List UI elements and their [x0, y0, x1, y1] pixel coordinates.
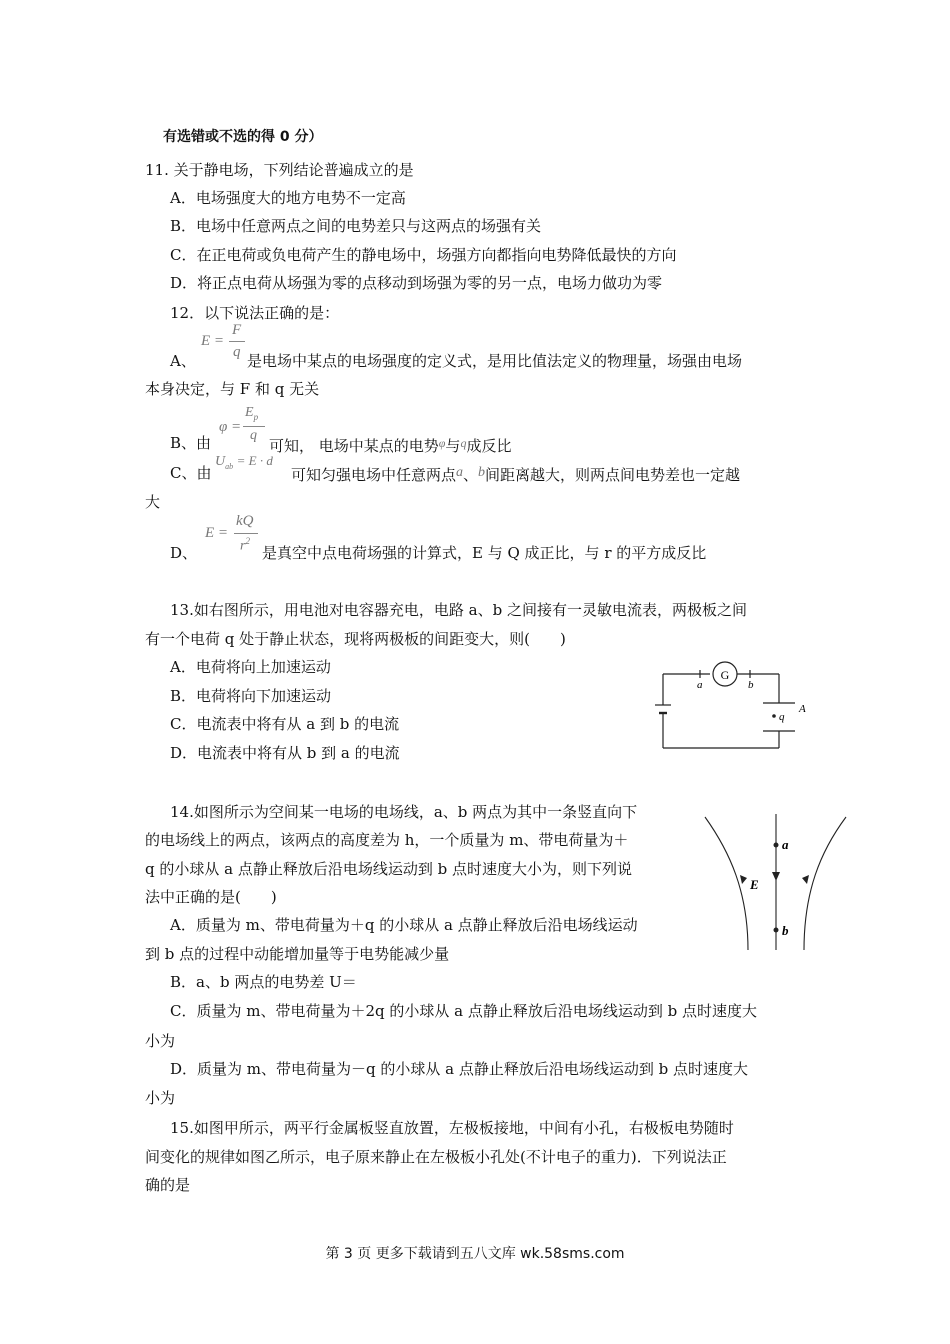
- q14-option-b: B．a、b 两点的电势差 U＝: [170, 973, 357, 991]
- q14-option-c-cont: 小为: [145, 1032, 176, 1050]
- q15-line-3: 确的是: [145, 1176, 191, 1194]
- q14-line-2: 的电场线上的两点，该两点的高度差为 h，一个质量为 m、带电荷量为＋: [145, 831, 629, 849]
- q11-option-d: D．将正点电荷从场强为零的点移动到场强为零的另一点，电场力做功为零: [170, 274, 663, 292]
- q14-option-c: C．质量为 m、带电荷量为＋2q 的小球从 a 点静止释放后沿电场线运动到 b 点时速度大: [170, 1002, 758, 1020]
- q12-c-text-cont: 大: [145, 493, 161, 511]
- electric-field-lines-diagram: [700, 812, 850, 952]
- arrow-down-icon: [740, 875, 747, 884]
- q12-a-formula-den: q: [233, 344, 241, 360]
- q12-b-formula-num-sub: p: [253, 411, 259, 422]
- q11-option-c: C．在正电荷或负电荷产生的静电场中，场强方向都指向电势降低最快的方向: [170, 246, 677, 264]
- q12-a-text-cont: 本身决定，与 F 和 q 无关: [145, 380, 320, 398]
- q12-c-sep: 、: [463, 466, 479, 484]
- q15-line-2: 间变化的规律如图乙所示，电子原来静止在左极板小孔处(不计电子的重力)．下列说法正: [145, 1148, 727, 1166]
- q12-b-phi: φ: [438, 436, 446, 450]
- point-b-label: b: [782, 923, 789, 938]
- q12-c-formula: [215, 453, 273, 471]
- q12-b-text: [269, 432, 511, 457]
- q12-c-formula-rest: = E · d: [236, 453, 273, 468]
- charge-q-label: q: [779, 711, 785, 723]
- q12-c-a: a: [456, 465, 464, 480]
- q14-option-a: A．质量为 m、带电荷量为＋q 的小球从 a 点静止释放后沿电场线运动: [170, 916, 638, 934]
- q14-option-a-cont: 到 b 点的过程中动能增加量等于电势能减少量: [145, 945, 450, 963]
- arrow-down-icon: [772, 872, 780, 881]
- q12-a-formula-left: E =: [201, 333, 225, 349]
- q12-d-formula-num: kQ: [236, 513, 254, 529]
- field-line-right: [804, 817, 846, 950]
- q12-b-text1: 可知， 电场中某点的电势: [269, 437, 439, 455]
- q12-a-formula-num: F: [232, 322, 242, 338]
- q12-c-text: [291, 462, 740, 486]
- q13-option-a: A．电荷将向上加速运动: [170, 658, 331, 676]
- q14-line-4: 法中正确的是( ): [145, 888, 277, 906]
- q15-line-1: 15.如图甲所示，两平行金属板竖直放置，左极板接地，中间有小孔，右极板电势随时: [170, 1119, 734, 1137]
- node-a-label: a: [697, 679, 703, 691]
- q12-c-formula-sub: ab: [225, 461, 234, 471]
- q14-option-d: D．质量为 m、带电荷量为－q 的小球从 a 点静止释放后沿电场线运动到 b 点时速度大: [170, 1060, 749, 1078]
- fraction-bar: [234, 533, 258, 534]
- q12-c-text1: 可知匀强电场中任意两点: [291, 466, 457, 484]
- page-footer: 第 3 页 更多下载请到五八文库 wk.58sms.com: [325, 1246, 625, 1262]
- field-line-left: [705, 817, 748, 950]
- q12-b-text3: 成反比: [466, 437, 512, 455]
- q12-c-formula-u: U: [215, 454, 226, 469]
- galvanometer-label: G: [720, 668, 730, 682]
- node-b-label: b: [748, 679, 754, 691]
- arrow-down-icon: [802, 875, 809, 884]
- q12-a-text: 是电场中某点的电场强度的定义式，是用比值法定义的物理量，场强由电场: [247, 352, 743, 370]
- q12-d-formula-den-sup: 2: [245, 536, 250, 546]
- q12-b-prefix: B、由: [170, 434, 212, 452]
- q12-b-q: q: [460, 436, 467, 450]
- point-b-dot: [774, 928, 779, 933]
- q12-c-prefix: C、由: [170, 464, 212, 482]
- q12-c-text2: 间距离越大，则两点间电势差也一定越: [485, 466, 741, 484]
- point-a-label: a: [782, 837, 789, 852]
- q12-b-formula-num-e: E: [245, 405, 254, 420]
- q12-a-prefix: A、: [170, 352, 196, 370]
- q12-d-formula-den-r: r: [240, 538, 246, 554]
- q12-b-formula-num: [245, 405, 258, 422]
- q11-stem: 11. 关于静电场，下列结论普遍成立的是: [145, 161, 414, 179]
- point-a-dot: [774, 843, 779, 848]
- q13-stem-2: 有一个电荷 q 处于静止状态，现将两极板的间距变大，则( ): [145, 630, 566, 648]
- q13-option-b: B．电荷将向下加速运动: [170, 687, 332, 705]
- q13-option-d: D．电流表中将有从 b 到 a 的电流: [170, 744, 400, 762]
- q14-line-1: 14.如图所示为空间某一电场的电场线，a、b 两点为其中一条竖直向下: [170, 803, 638, 821]
- capacitor-circuit-diagram: [655, 656, 815, 751]
- fraction-bar: [229, 341, 245, 342]
- field-E-label: E: [750, 877, 759, 892]
- q12-d-text: 是真空中点电荷场强的计算式，E 与 Q 成正比，与 r 的平方成反比: [262, 544, 707, 562]
- section-note: 有选错或不选的得 0 分）: [163, 129, 323, 145]
- q13-option-c: C．电流表中将有从 a 到 b 的电流: [170, 715, 400, 733]
- q11-option-a: A．电场强度大的地方电势不一定高: [170, 189, 406, 207]
- q12-b-formula-den: q: [250, 428, 257, 443]
- q12-d-formula-den: [240, 536, 250, 555]
- q13-stem-1: 13.如右图所示，用电池对电容器充电，电路 a、b 之间接有一灵敏电流表，两极板之间: [170, 601, 747, 619]
- q12-b-formula-left: φ =: [219, 419, 242, 435]
- fraction-bar: [243, 426, 265, 427]
- plate-A-label: A: [799, 703, 806, 715]
- q12-d-formula-left: E =: [205, 525, 229, 541]
- q14-option-d-cont: 小为: [145, 1089, 176, 1107]
- charge-dot: [772, 714, 776, 718]
- q14-line-3: q 的小球从 a 点静止释放后沿电场线运动到 b 点时速度大小为，则下列说: [145, 860, 632, 878]
- q12-c-b: b: [478, 465, 486, 480]
- q12-stem: 12．以下说法正确的是：: [170, 304, 340, 322]
- q12-d-prefix: D、: [170, 544, 198, 562]
- q12-b-text2: 与: [445, 437, 461, 455]
- q11-option-b: B．电场中任意两点之间的电势差只与这两点的场强有关: [170, 217, 542, 235]
